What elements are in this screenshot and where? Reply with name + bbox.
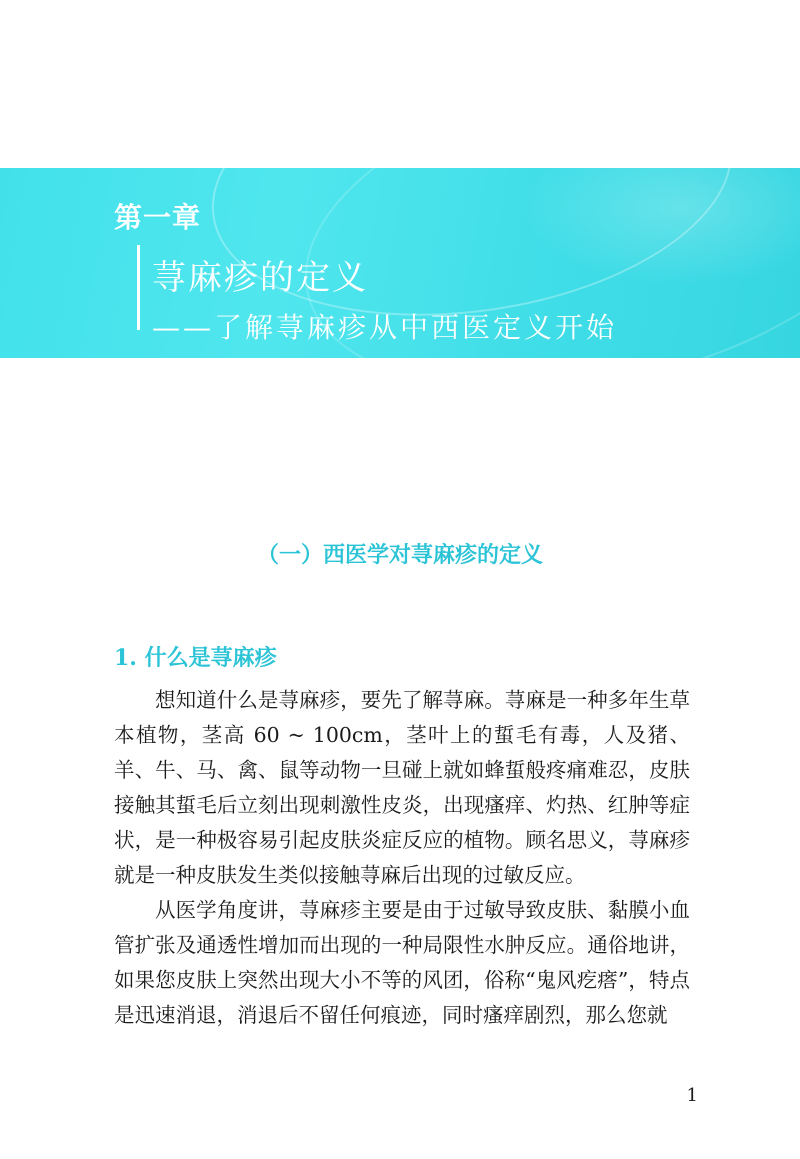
page-number: 1 — [686, 1085, 698, 1106]
section-heading: （一）西医学对荨麻疹的定义 — [256, 542, 543, 568]
title-divider-bar — [137, 245, 140, 330]
paragraph: 想知道什么是荨麻疹，要先了解荨麻。荨麻是一种多年生草本植物，茎高 60 ~ 100cm，茎叶上的蜇毛有毒，人及猪、羊、牛、马、禽、鼠等动物一旦碰上就如蜂蜇般疼痛难忍，皮肤接触其蜇毛后立刻出现刺激性皮炎，出现瘙痒、灼热、红肿等症状，是一种极容易引起皮肤炎症反应的植物。顾名思义，荨麻疹就是一种皮肤发生类似接触荨麻后出现的过敏反应。 — [114, 688, 690, 887]
paragraph: 从医学角度讲，荨麻疹主要是由于过敏导致皮肤、黏膜小血管扩张及通透性增加而出现的一种局限性水肿反应。通俗地讲，如果您皮肤上突然出现大小不等的风团，俗称“鬼风疙瘩”，特点是迅速消退，消退后不留任何痕迹，同时瘙痒剧烈，那么您就 — [114, 898, 690, 1027]
chapter-subtitle: ——了解荨麻疹从中西医定义开始 — [152, 311, 618, 344]
subsection-heading: 1. 什么是荨麻疹 — [114, 645, 277, 671]
body-text — [114, 683, 690, 1033]
chapter-title: 荨麻疹的定义 — [152, 258, 368, 298]
chapter-label: 第一章 — [114, 201, 202, 234]
